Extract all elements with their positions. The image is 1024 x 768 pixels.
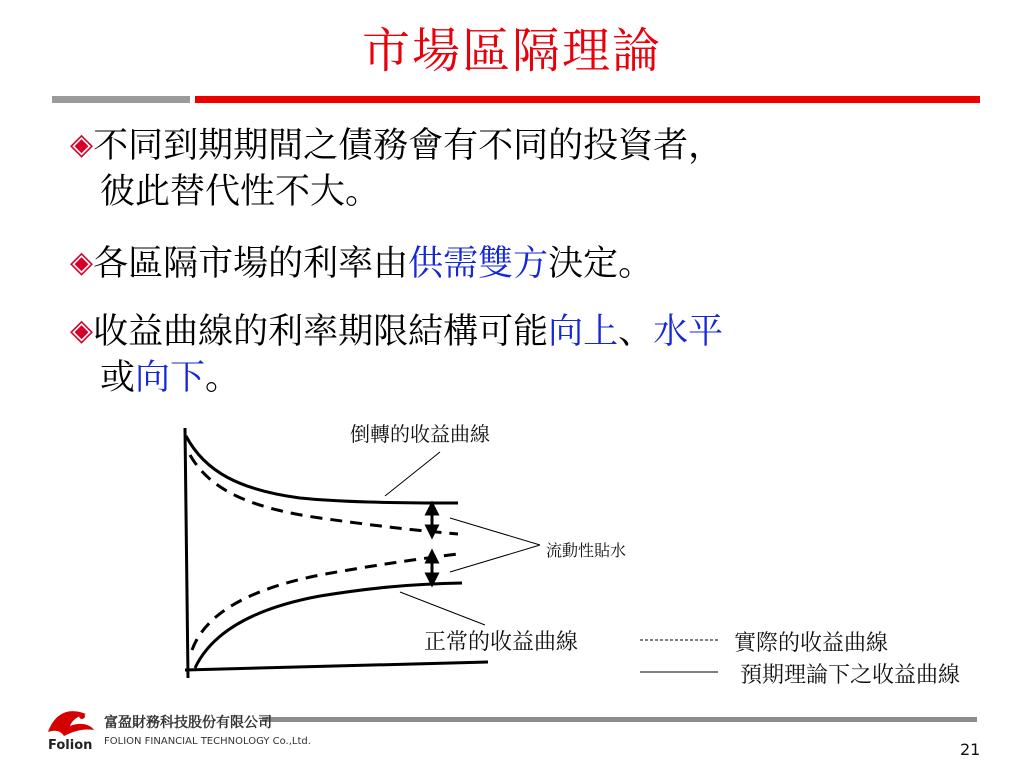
bullet-3-line-2-pre: 或 [100,358,136,398]
bullet-3-separator: 、 [618,312,654,352]
bullet-1-line-2: 彼此替代性不大。 [100,172,381,212]
liquidity-premium-label: 流動性貼水 [546,541,627,560]
bullet-3-highlight-up: 向上 [548,312,619,352]
footer-divider [262,717,977,722]
page-number: 21 [960,740,981,759]
normal-label-leader [400,592,485,625]
slide-title: 市場區隔理論 [361,23,662,79]
liquidity-leader-lower [450,545,540,572]
company-name-en: FOLION FINANCIAL TECHNOLOGY Co.,Ltd. [104,736,311,747]
inverted-curve-actual [190,455,458,534]
bullet-1-line-1: 不同到期期間之債務會有不同的投資者， [93,126,724,166]
inverted-curve-label: 倒轉的收益曲線 [350,422,490,446]
bullet-2-highlight: 供需雙方 [408,244,549,284]
bullet-3-line-2-post: 。 [205,358,241,398]
bullet-2-text-post: 決定。 [548,244,654,284]
company-name-cn: 富盈財務科技股份有限公司 [104,715,272,731]
bullet-2-text-pre: 各區隔市場的利率由 [93,244,409,284]
y-axis [185,428,188,678]
inverted-label-leader [385,452,440,496]
liquidity-leader-upper [450,518,540,545]
bullet-3-text-pre: 收益曲線的利率期限結構可能 [93,312,549,352]
brand-wordmark: Folion [48,738,93,753]
diamond-bullet-icon: ◈ [70,313,94,348]
x-axis [185,662,488,670]
normal-curve-label: 正常的收益曲線 [424,630,579,655]
diamond-bullet-icon: ◈ [70,245,94,280]
diamond-bullet-icon: ◈ [70,127,94,162]
folion-logo-icon [42,704,98,740]
bullet-3-highlight-flat: 水平 [653,312,724,352]
bullet-3-highlight-down: 向下 [135,358,206,398]
normal-curve-actual [192,554,458,650]
legend-actual-label: 實際的收益曲線 [734,631,889,656]
legend-expected-label: 預期理論下之收益曲線 [740,663,961,688]
normal-curve-expected [195,583,462,668]
